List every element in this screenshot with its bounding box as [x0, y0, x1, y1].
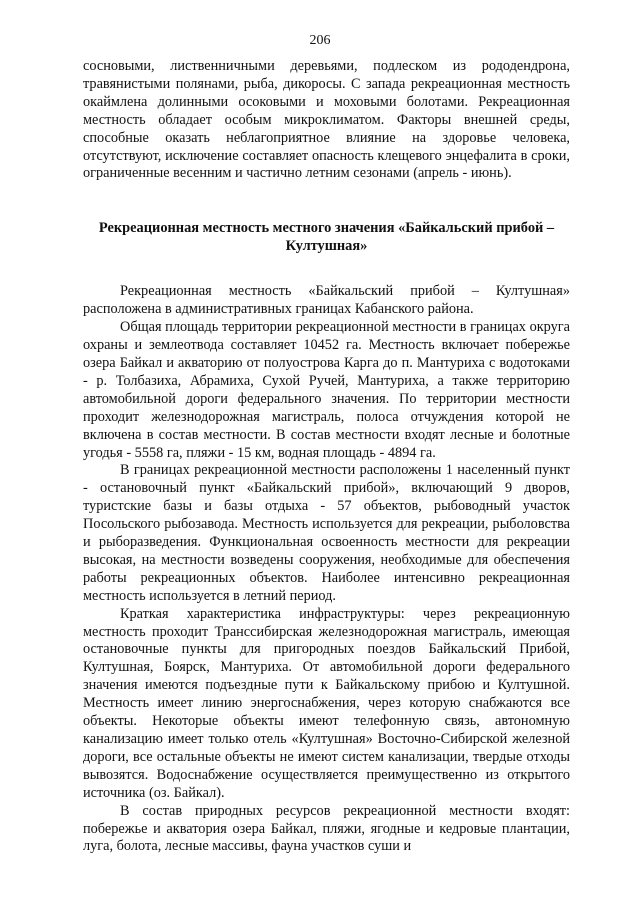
- paragraph-natural-resources: В состав природных ресурсов рекреационной местности входят: побережье и акватория озера Байкал, пляжи, ягодные и кедровые плантации, луга, болота, лесные массивы, фауна участков суши и: [83, 802, 570, 855]
- paragraph-settlements: В границах рекреационной местности расположены 1 населенный пункт - остановочный пункт «Байкальский прибой», включающий 9 дворов, туристские базы и базы отдыха - 57 объектов, рыбоводный участок Посольского рыбозавода. Местность используется для рекреации, рыболовства и рыборазведения. Функциональная освоенность местности для рекреации высокая, на местности возведены сооружения, необходимые для обеспечения работы рекреационных объектов. Наиболее интенсивно рекреационная местность используется в летний период.: [83, 462, 570, 604]
- page-number: 206: [309, 33, 331, 48]
- section-heading: Рекреационная местность местного значения «Байкальский прибой – Култушная»: [98, 220, 555, 255]
- paragraph-infrastructure: Краткая характеристика инфраструктуры: через рекреационную местность проходит Транссибирская железнодорожная магистраль, имеющая остановочные пункты для пригородных поездов Байкальский Прибой, Култушная, Боярск, Мантуриха. От автомобильной дороги федерального значения имеются подъездные пути к Байкальскому прибою и Култушной. Местность имеет линию энергоснабжения, через которую снабжаются все объекты. Некоторые объекты имеют телефонную связь, автономную канализацию имеет только отель «Култушная» Восточно-Сибирской железной дороги, все остальные объекты не имеют систем канализации, твердые отходы вывозятся. Водоснабжение осуществляется преимущественно из открытого источника (оз. Байкал).: [83, 605, 570, 801]
- paragraph-continuation: сосновыми, лиственничными деревьями, подлеском из рододендрона, травянистыми полянами, рыба, дикоросы. С запада рекреационная местность окаймлена долинными осоковыми и моховыми болотами. Рекреационная местность обладает особым микроклиматом. Факторы внешней среды, способные оказать неблагоприятное влияние на здоровье человека, отсутствуют, исключение составляет опасность клещевого энцефалита в сроки, ограниченные весенним и частично летним сезонами (апрель - июнь).: [83, 58, 570, 182]
- paragraph-location: Рекреационная местность «Байкальский прибой – Култушная» расположена в административных границах Кабанского района.: [83, 283, 570, 318]
- paragraph-area: Общая площадь территории рекреационной местности в границах округа охраны и землеотвода составляет 10452 га. Местность включает побережье озера Байкал и акваторию от полуострова Карга до п. Мантуриха с водотоками - р. Толбазиха, Абрамиха, Сухой Ручей, Мантуриха, а также территорию автомобильной дороги федерального значения. По территории местности проходит железнодорожная магистраль, полоса отчуждения которой не включена в состав местности. В состав местности входят лесные и болотные угодья - 5558 га, пляжи - 15 км, водная площадь - 4894 га.: [83, 319, 570, 461]
- document-body: [83, 58, 570, 856]
